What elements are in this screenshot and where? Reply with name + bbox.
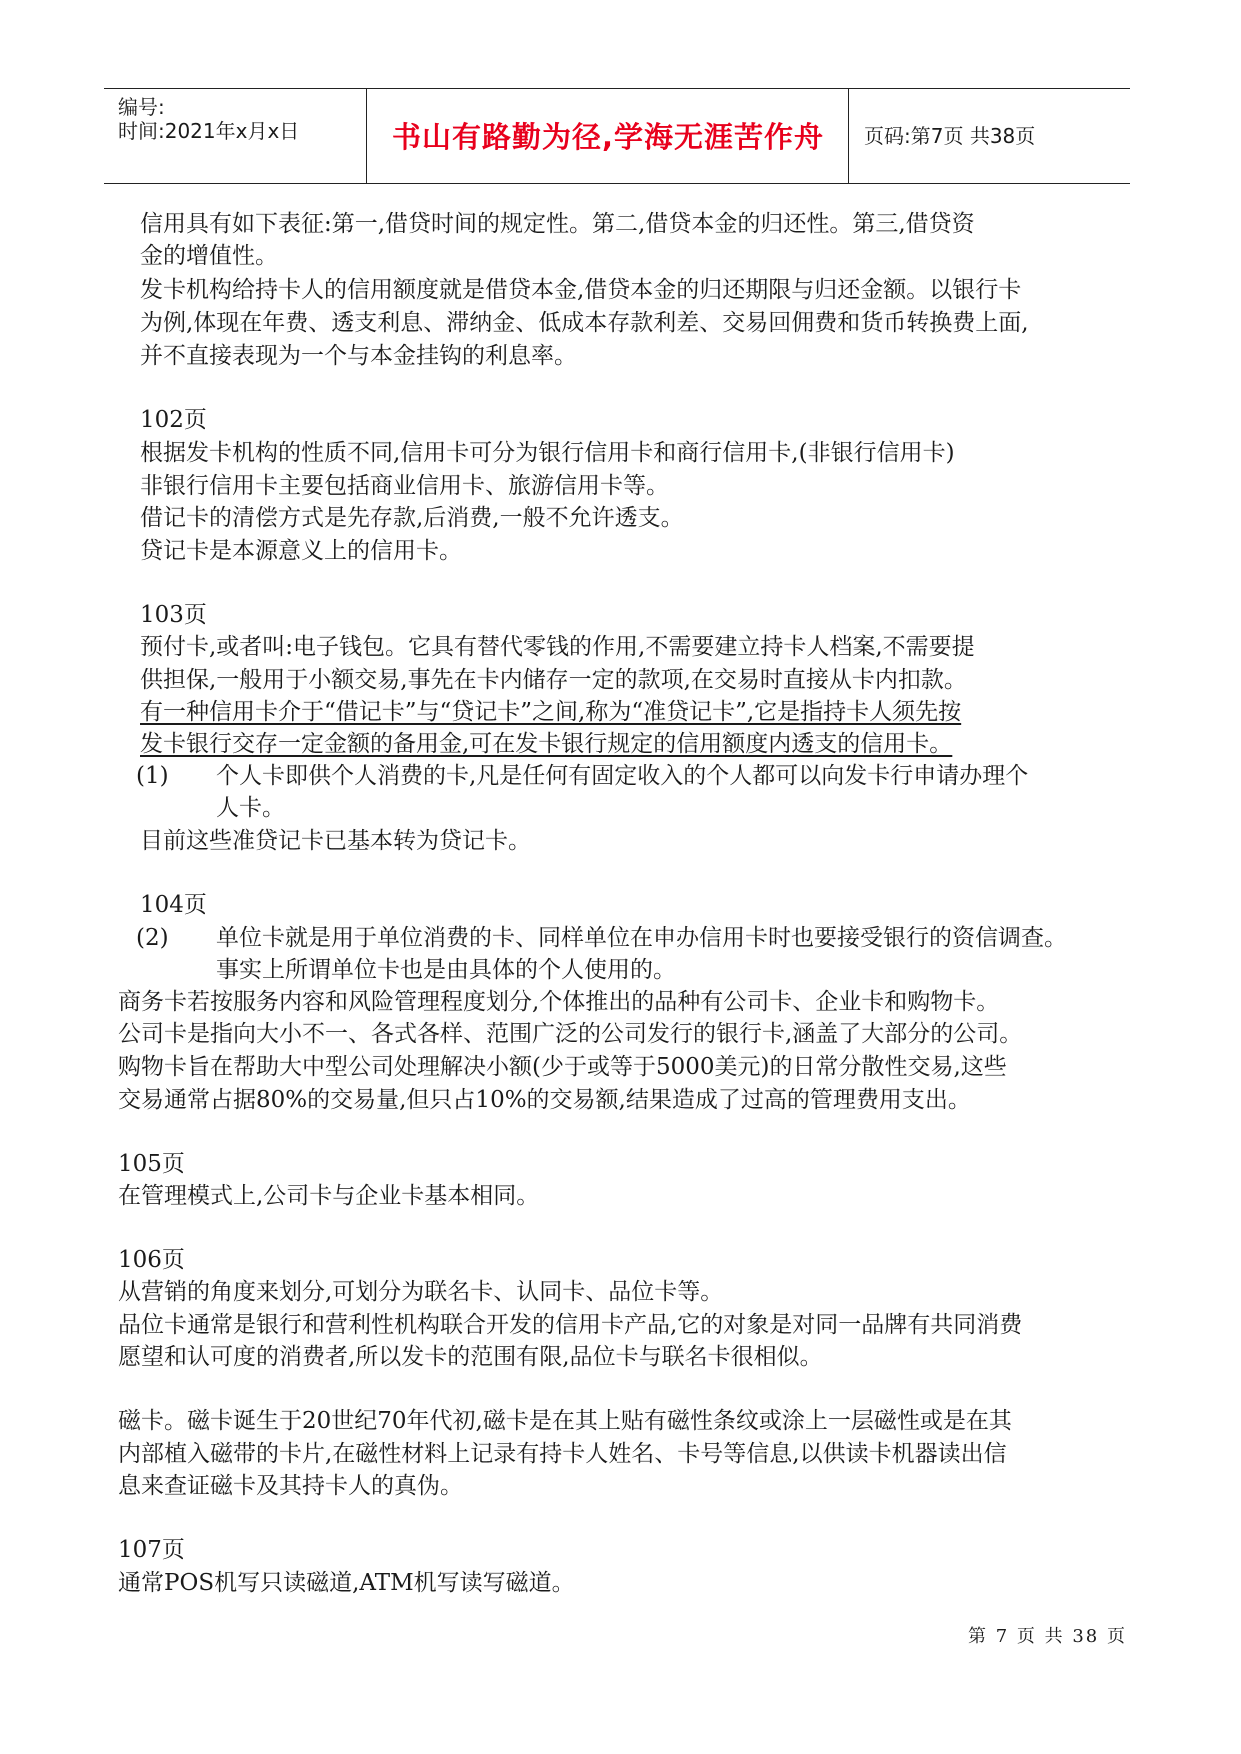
underlined-line: 发卡银行交存一定金额的备用金,可在发卡银行规定的信用额度内透支的信用卡。 — [140, 731, 953, 757]
body-line: 目前这些准贷记卡已基本转为贷记卡。 — [140, 828, 531, 854]
body-line: 为例,体现在年费、透支利息、滞纳金、低成本存款利差、交易回佣费和货币转换费上面, — [140, 310, 1029, 336]
document-time-label: 时间:2021年x月x日 — [118, 119, 300, 143]
list-number-2: (2) — [136, 925, 169, 951]
body-line: 从营销的角度来划分,可划分为联名卡、认同卡、品位卡等。 — [118, 1279, 724, 1305]
list-item-text: 人卡。 — [216, 795, 285, 821]
body-line: 并不直接表现为一个与本金挂钩的利息率。 — [140, 343, 577, 369]
body-line: 根据发卡机构的性质不同,信用卡可分为银行信用卡和商行信用卡,(非银行信用卡) — [140, 440, 955, 466]
page-reference-106: 106页 — [118, 1247, 185, 1273]
page-footer: 第 7 页 共 38 页 — [968, 1626, 1127, 1647]
body-line: 愿望和认可度的消费者,所以发卡的范围有限,品位卡与联名卡很相似。 — [118, 1344, 823, 1370]
body-line: 内部植入磁带的卡片,在磁性材料上记录有持卡人姓名、卡号等信息,以供读卡机器读出信 — [118, 1441, 1007, 1467]
page-reference-105: 105页 — [118, 1151, 185, 1177]
body-line: 商务卡若按服务内容和风险管理程度划分,个体推出的品种有公司卡、企业卡和购物卡。 — [118, 989, 1000, 1015]
list-number-1: (1) — [136, 763, 169, 789]
page-reference-107: 107页 — [118, 1537, 185, 1563]
header-page-label: 页码:第7页 共38页 — [864, 124, 1036, 148]
body-line: 品位卡通常是银行和营利性机构联合开发的信用卡产品,它的对象是对同一品牌有共同消费 — [118, 1312, 1023, 1338]
body-line: 在管理模式上,公司卡与企业卡基本相同。 — [118, 1183, 540, 1209]
body-line: 公司卡是指向大小不一、各式各样、范围广泛的公司发行的银行卡,涵盖了大部分的公司。 — [118, 1021, 1023, 1047]
body-line: 息来查证磁卡及其持卡人的真伪。 — [118, 1473, 463, 1499]
body-line: 信用具有如下表征:第一,借贷时间的规定性。第二,借贷本金的归还性。第三,借贷资 — [140, 211, 975, 237]
body-line: 磁卡。磁卡诞生于20世纪70年代初,磁卡是在其上贴有磁性条纹或涂上一层磁性或是在其 — [118, 1408, 1012, 1434]
header-motto: 书山有路勤为径,学海无涯苦作舟 — [391, 120, 825, 154]
list-item-text: 单位卡就是用于单位消费的卡、同样单位在申办信用卡时也要接受银行的资信调查。 — [216, 925, 1067, 951]
body-line: 预付卡,或者叫:电子钱包。它具有替代零钱的作用,不需要建立持卡人档案,不需要提 — [140, 634, 975, 660]
body-line: 借记卡的清偿方式是先存款,后消费,一般不允许透支。 — [140, 505, 684, 531]
list-item-text: 个人卡即供个人消费的卡,凡是任何有固定收入的个人都可以向发卡行申请办理个 — [216, 763, 1029, 789]
body-line: 金的增值性。 — [140, 243, 278, 269]
body-line: 交易通常占据80%的交易量,但只占10%的交易额,结果造成了过高的管理费用支出。 — [118, 1087, 971, 1113]
body-line: 供担保,一般用于小额交易,事先在卡内储存一定的款项,在交易时直接从卡内扣款。 — [140, 667, 967, 693]
document-number-label: 编号: — [118, 95, 165, 119]
page-reference-102: 102页 — [140, 407, 207, 433]
list-item-text: 事实上所谓单位卡也是由具体的个人使用的。 — [216, 957, 676, 983]
underlined-line: 有一种信用卡介于“借记卡”与“贷记卡”之间,称为“准贷记卡”,它是指持卡人须先按 — [140, 699, 962, 725]
body-line: 非银行信用卡主要包括商业信用卡、旅游信用卡等。 — [140, 473, 669, 499]
body-line: 购物卡旨在帮助大中型公司处理解决小额(少于或等于5000美元)的日常分散性交易,这些 — [118, 1054, 1007, 1080]
body-line: 通常POS机写只读磁道,ATM机写读写磁道。 — [118, 1570, 575, 1596]
body-line: 贷记卡是本源意义上的信用卡。 — [140, 538, 462, 564]
page-reference-104: 104页 — [140, 892, 207, 918]
body-line: 发卡机构给持卡人的信用额度就是借贷本金,借贷本金的归还期限与归还金额。以银行卡 — [140, 277, 1022, 303]
page-reference-103: 103页 — [140, 602, 207, 628]
